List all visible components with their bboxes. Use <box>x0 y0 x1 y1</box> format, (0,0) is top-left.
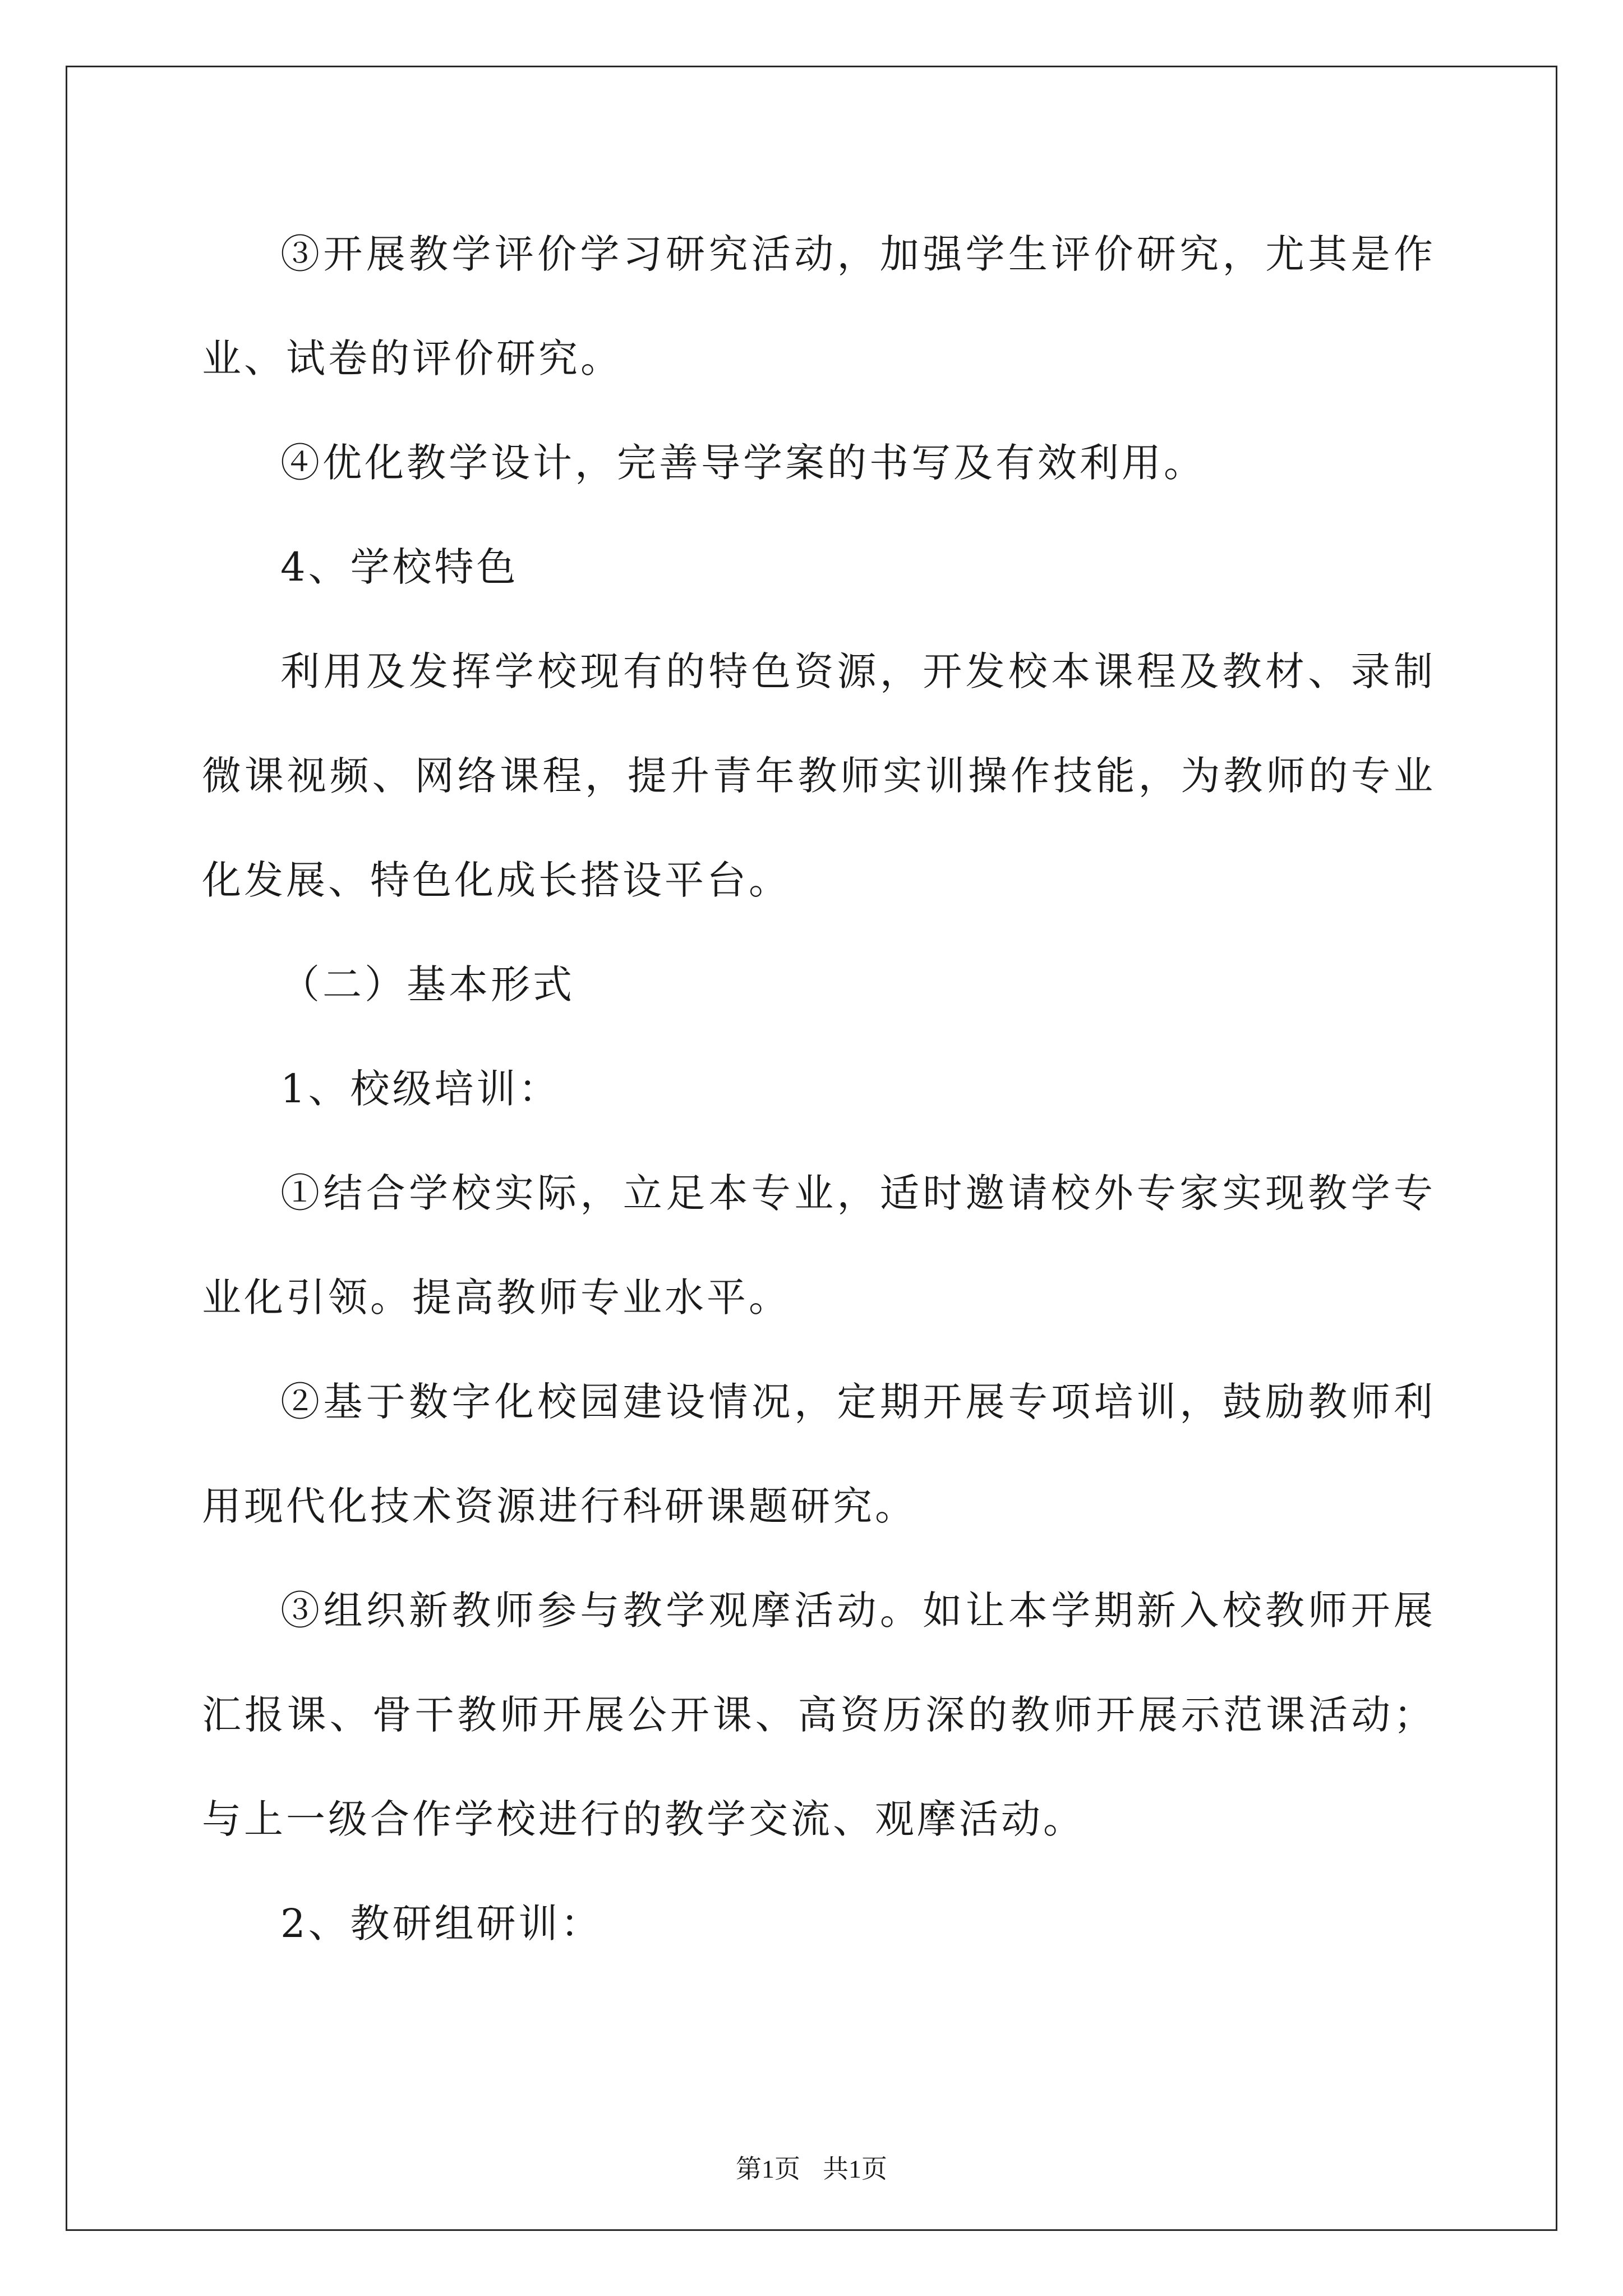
heading-school-training: 1、校级培训： <box>280 1066 561 1112</box>
paragraph-observation-activities: ③组织新教师参与教学观摩活动。如让本学期新入校教师开展汇报课、骨干教师开展公开课、高资历深的教师开展示范课活动；与上一级合作学校进行的教学交流、观摩活动。 <box>202 1588 1436 1842</box>
paragraph-expert-guidance: ①结合学校实际，立足本专业，适时邀请校外专家实现教学专业化引领。提高教师专业水平。 <box>202 1170 1436 1320</box>
page-total: 共1页 <box>823 2155 887 2183</box>
document-body <box>202 202 1436 1976</box>
heading-basic-forms: （二）基本形式 <box>280 961 575 1007</box>
paragraph-teaching-design: ④优化教学设计，完善导学案的书写及有效利用。 <box>280 440 1206 486</box>
heading-research-group: 2、教研组研训： <box>280 1901 603 1947</box>
page-footer <box>0 2148 1623 2185</box>
paragraph-digital-campus: ②基于数字化校园建设情况，定期开展专项培训，鼓励教师利用现代化技术资源进行科研课题研究。 <box>202 1379 1436 1529</box>
page-number: 第1页 <box>736 2155 800 2183</box>
paragraph-school-resources: 利用及发挥学校现有的特色资源，开发校本课程及教材、录制微课视频、网络课程，提升青年教师实训操作技能，为教师的专业化发展、特色化成长搭设平台。 <box>202 648 1436 903</box>
heading-school-features: 4、学校特色 <box>280 544 519 590</box>
paragraph-evaluation-research: ③开展教学评价学习研究活动，加强学生评价研究，尤其是作业、试卷的评价研究。 <box>202 231 1436 381</box>
